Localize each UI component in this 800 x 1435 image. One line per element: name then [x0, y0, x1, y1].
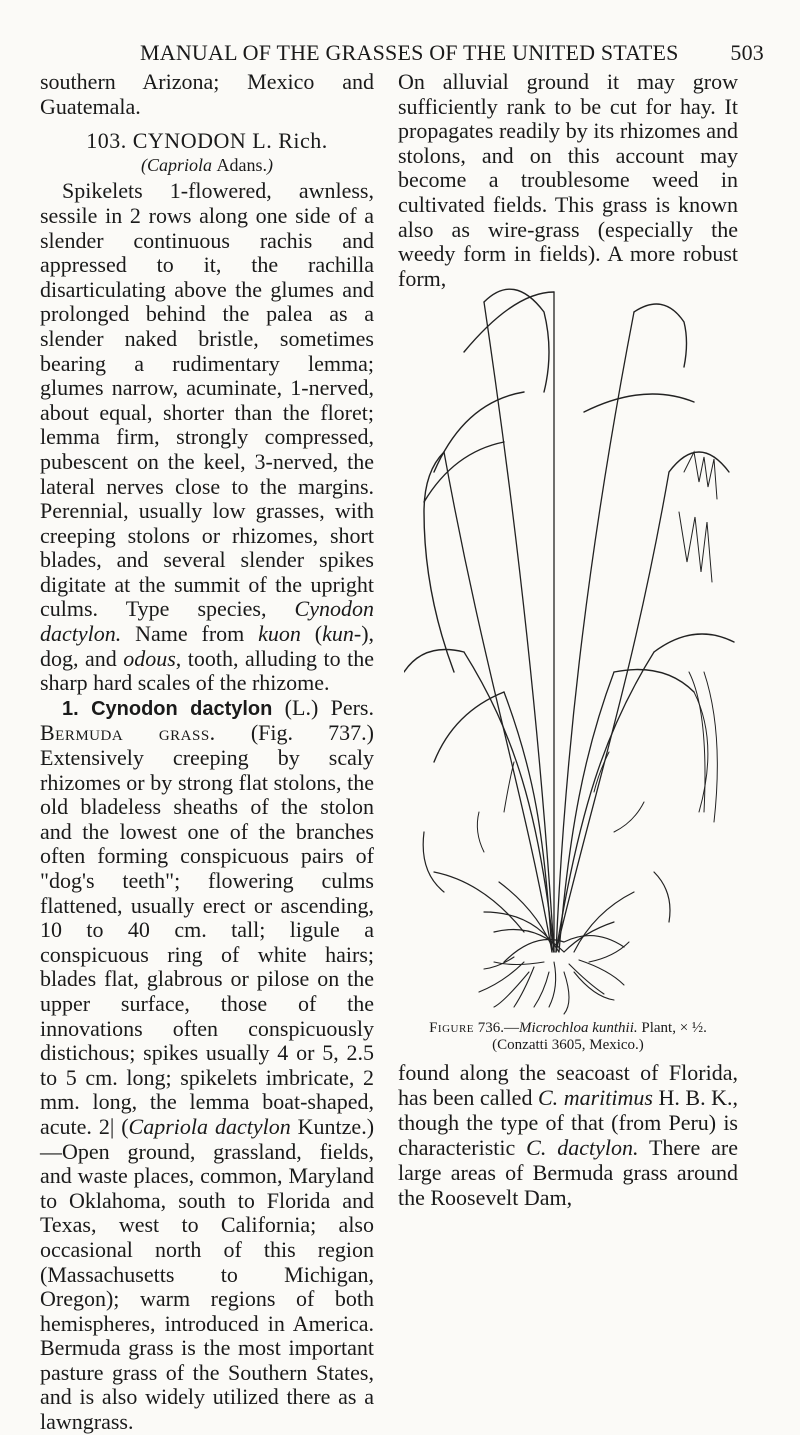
- habitat-text: —Open ground, grassland, fields, and waste places, common, Maryland to Oklahoma, south to Florida and Texas, west to California; also occasional north of this region (Massachusetts to Michigan, Oregon); warm regions of both hemispheres, introduced in America. Bermuda grass is the most important pasture grass of the Southern States, and is also widely utilized there as a lawngrass.: [40, 1138, 374, 1435]
- etymology-4: , tooth, alluding to the sharp hard scales of the rhizome.: [40, 645, 374, 696]
- caption-number: 736.—: [474, 1020, 520, 1036]
- etymology-kuon: kuon: [258, 621, 301, 647]
- synonym-author: Adans.: [216, 154, 267, 175]
- running-title: MANUAL OF THE GRASSES OF THE UNITED STATES: [140, 40, 679, 65]
- page-number: 503: [730, 40, 764, 65]
- perennial-symbol: 2|: [98, 1113, 115, 1139]
- genus-heading: 103. CYNODON L. Rich.: [86, 128, 328, 154]
- right-column-bottom: [398, 1060, 738, 1210]
- bottom-text-1: found along the seacoast of Florida, has been called: [398, 1060, 738, 1110]
- species-paragraph: [40, 696, 374, 1435]
- species-author: (L.) Pers.: [272, 694, 374, 720]
- synonym-name: Capriola: [146, 154, 212, 175]
- etymology-kun: kun-: [322, 621, 362, 647]
- etymology-odous: odous: [123, 645, 176, 671]
- species-description: (Fig. 737.) Extensively creeping by scaly rhizomes or by strong flat stolons, the old bladeless sheaths of the stolon and the lowest one of the branches often forming conspicuous pairs of "dog's teeth"; flowering culms flattened, usually erect or ascending, 10 to 40 cm. tall; ligule a conspicuous ring of white hairs; blades flat, glabrous or pilose on the upper surface, those of the innovations often conspicuously distichous; spikes usually 4 or 5, 2.5 to 5 cm. long; spikelets imbricate, 2 mm. long, the lemma boat-shaped, acute.: [40, 720, 374, 1139]
- synonym-species-author: Kuntze.): [290, 1113, 375, 1139]
- grass-plant-illustration-icon: [404, 272, 744, 1018]
- syn-open: (: [114, 1113, 129, 1139]
- etymology-2: (: [300, 621, 323, 647]
- species-heading: 1. Cynodon dactylon: [62, 697, 273, 720]
- bottom-text-2: H. B. K., though the type of that (from Peru) is characteristic: [398, 1085, 738, 1160]
- common-name: Bermuda grass.: [40, 720, 216, 746]
- genus-description: [40, 179, 374, 695]
- right-top-paragraph: On alluvial ground it may grow sufficiently rank to be cut for hay. It propagates readily by its rhizomes and stolons, and on this account may become a troublesome weed in cultivated fields. This grass is known also as wire-grass (especially the weedy form in fields). A more robust form,: [398, 69, 738, 291]
- synonym-species: Capriola dactylon: [128, 1113, 291, 1139]
- genus-description-text: Spikelets 1-flowered, awnless, sessile in 2 rows along one side of a slender continuous rachis and appressed to it, the rachilla disarticulating above the glumes and prolonged behind the palea as a slender naked bristle, sometimes bearing a rudimentary lemma; glumes narrow, acuminate, 1-nerved, about equal, shorter than the floret; lemma firm, strongly compressed, pubescent on the keel, 3-nerved, the lateral nerves close to the margins. Perennial, usually low grasses, with creeping stolons or rhizomes, short blades, and several slender spikes digitate at the summit of the upright culms. Type species,: [40, 178, 374, 622]
- etymology-1: Name from: [121, 621, 259, 647]
- caption-line-1: [398, 1020, 738, 1037]
- right-bottom-paragraph: [398, 1060, 738, 1210]
- caption-label: Figure: [429, 1020, 475, 1036]
- etymology-3: ), dog, and: [40, 621, 375, 671]
- bottom-species-1: C. maritimus: [537, 1085, 653, 1110]
- left-column: [40, 70, 374, 1435]
- caption-species: Microchloa kunthii.: [519, 1020, 638, 1036]
- bottom-species-2: C. dactylon.: [526, 1135, 639, 1160]
- genus-synonym: (Capriola Adans.): [140, 154, 273, 175]
- right-column-top: [398, 70, 738, 291]
- type-species: Cynodon dactylon.: [40, 596, 374, 647]
- caption-rest: Plant, × ½.: [637, 1020, 707, 1036]
- running-header: [40, 38, 764, 70]
- bottom-text-3: There are large areas of Bermuda grass around the Roosevelt Dam,: [398, 1135, 738, 1210]
- figure-caption: [398, 1020, 738, 1054]
- intro-paragraph: southern Arizona; Mexico and Guatemala.: [40, 69, 374, 119]
- caption-line-2: (Conzatti 3605, Mexico.): [492, 1037, 644, 1053]
- figure-736: [404, 272, 744, 1018]
